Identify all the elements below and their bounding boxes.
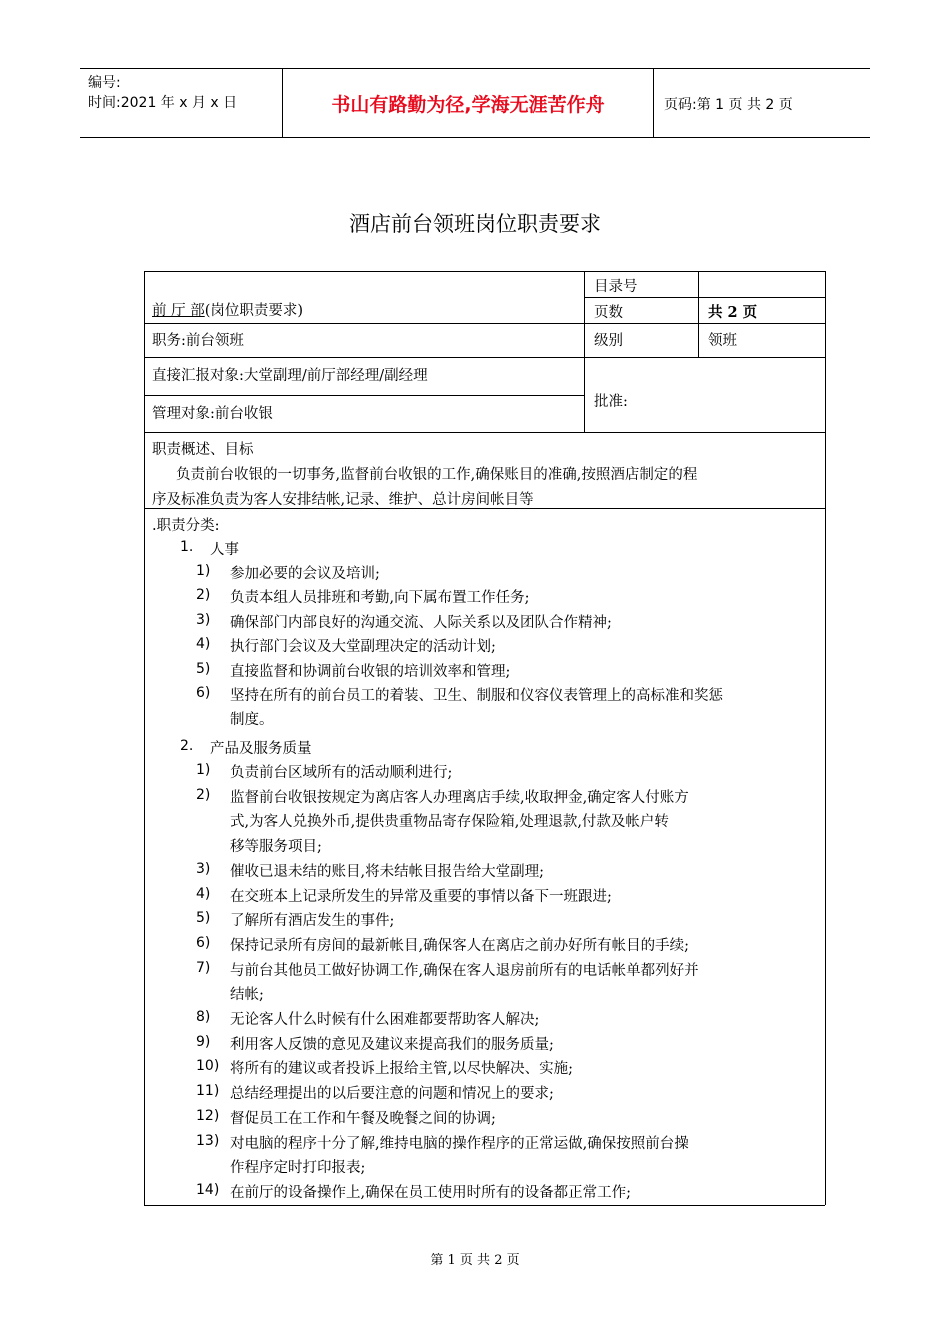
- item-number: 5): [196, 910, 211, 927]
- item-number: 6): [196, 685, 211, 701]
- header-page-label: 页码:第 1 页 共 2 页: [664, 97, 793, 113]
- table-border-top: [144, 271, 825, 272]
- item-number: 11): [196, 1083, 220, 1100]
- table-rule: [144, 432, 825, 433]
- list-item-text: 作程序定时打印报表;: [230, 1160, 366, 1177]
- header-motto: 书山有路勤为径,学海无涯苦作舟: [282, 69, 654, 137]
- item-number: 10): [196, 1058, 220, 1075]
- item-number: 5): [196, 660, 211, 677]
- approve-cell: 批准:: [594, 394, 628, 410]
- list-item-text: 保持记录所有房间的最新帐目,确保客人在离店之前办好所有帐目的手续;: [230, 937, 689, 954]
- overview-line: 序及标准负责为客人安排结帐,记录、维护、总计房间帐目等: [152, 492, 534, 508]
- table-rule: [144, 395, 584, 396]
- catalog-label: 目录号: [594, 279, 638, 295]
- list-item-text: 在交班本上记录所发生的异常及重要的事情以备下一班跟进;: [230, 888, 612, 905]
- list-item-text: 对电脑的程序十分了解,维持电脑的操作程序的正常运做,确保按照前台操: [230, 1135, 689, 1152]
- item-number: 1): [196, 563, 211, 579]
- code-label: 编号:: [88, 75, 121, 91]
- position-cell: 职务:前台领班: [152, 333, 244, 349]
- dept-cell: [152, 299, 303, 320]
- table-border-left: [144, 271, 145, 1205]
- list-item-text: 坚持在所有的前台员工的着装、卫生、制服和仪容仪表管理上的高标准和奖惩: [230, 688, 723, 704]
- list-item-text: 参加必要的会议及培训;: [230, 566, 380, 582]
- item-number: 3): [196, 611, 211, 628]
- table-rule: [584, 271, 585, 432]
- dept-suffix: (岗位职责要求): [204, 303, 304, 319]
- table-rule: [144, 357, 825, 358]
- list-item-text: 执行部门会议及大堂副理决定的活动计划;: [230, 639, 496, 656]
- item-number: 4): [196, 885, 211, 902]
- list-item-text: 与前台其他员工做好协调工作,确保在客人退房前所有的电话帐单都列好并: [230, 962, 699, 979]
- item-number: 14): [196, 1181, 220, 1198]
- item-number: 9): [196, 1033, 211, 1050]
- list-item-text: 式,为客人兑换外币,提供贵重物品寄存保险箱,处理退款,付款及帐户转: [230, 814, 669, 831]
- overview-heading: 职责概述、目标: [152, 442, 254, 458]
- pages-value: 共 2 页: [708, 304, 758, 321]
- list-item-text: 负责本组人员排班和考勤,向下属布置工作任务;: [230, 590, 530, 607]
- section-number: 2.: [180, 738, 194, 754]
- report-to-cell: 直接汇报对象:大堂副理/前厅部经理/副经理: [152, 368, 428, 384]
- list-item-text: 移等服务项目;: [230, 839, 322, 856]
- list-item-text: 督促员工在工作和午餐及晚餐之间的协调;: [230, 1110, 496, 1127]
- document-title: 酒店前台领班岗位职责要求: [349, 212, 601, 236]
- list-item-text: 在前厅的设备操作上,确保在员工使用时所有的设备都正常工作;: [230, 1184, 631, 1201]
- page-footer: 第 1 页 共 2 页: [430, 1253, 520, 1268]
- list-item-text: 直接监督和协调前台收银的培训效率和管理;: [230, 663, 511, 680]
- item-number: 2): [196, 786, 211, 803]
- item-number: 3): [196, 860, 211, 877]
- table-rule: [144, 323, 825, 324]
- list-item-text: 结帐;: [230, 987, 264, 1004]
- item-number: 13): [196, 1132, 220, 1149]
- list-item-text: 负责前台区域所有的活动顺利进行;: [230, 765, 453, 781]
- list-item-text: 将所有的建议或者投诉上报给主管,以尽快解决、实施;: [230, 1061, 573, 1078]
- item-number: 8): [196, 1009, 211, 1025]
- pages-label: 页数: [594, 305, 623, 321]
- item-number: 2): [196, 587, 211, 604]
- page-header: [80, 68, 870, 138]
- header-meta: [88, 73, 237, 113]
- manage-cell: 管理对象:前台收银: [152, 406, 273, 422]
- table-border-bottom: [144, 1205, 825, 1206]
- section-title: 产品及服务质量: [210, 741, 312, 757]
- list-item-text: 了解所有酒店发生的事件;: [230, 913, 395, 930]
- table-border-right: [825, 271, 826, 1205]
- list-item-text: 监督前台收银按规定为离店客人办理离店手续,收取押金,确定客人付账方: [230, 789, 689, 806]
- overview-line: 负责前台收银的一切事务,监督前台收银的工作,确保账目的准确,按照酒店制定的程: [176, 467, 698, 483]
- item-number: 7): [196, 959, 211, 976]
- list-item-text: 确保部门内部良好的沟通交流、人际关系以及团队合作精神;: [230, 614, 612, 631]
- list-item-text: 无论客人什么时候有什么困难都要帮助客人解决;: [230, 1012, 540, 1028]
- item-number: 12): [196, 1107, 220, 1124]
- list-item-text: 利用客人反馈的意见及建议来提高我们的服务质量;: [230, 1036, 554, 1053]
- section-number: 1.: [180, 539, 194, 555]
- table-rule: [584, 297, 825, 298]
- section-title: 人事: [210, 542, 239, 558]
- duties-heading: .职责分类:: [152, 518, 220, 534]
- list-item-text: 催收已退未结的账目,将未结帐目报告给大堂副理;: [230, 863, 544, 880]
- list-item-text: 总结经理提出的以后要注意的问题和情况上的要求;: [230, 1086, 554, 1103]
- item-number: 6): [196, 934, 211, 951]
- table-rule: [698, 271, 699, 357]
- item-number: 4): [196, 636, 211, 653]
- level-label: 级别: [594, 333, 623, 349]
- dept-name: 前 厅 部: [152, 303, 205, 319]
- level-value: 领班: [708, 333, 737, 349]
- time-label: 时间:2021 年 x 月 x 日: [88, 95, 238, 111]
- list-item-text: 制度。: [230, 712, 274, 729]
- item-number: 1): [196, 762, 211, 778]
